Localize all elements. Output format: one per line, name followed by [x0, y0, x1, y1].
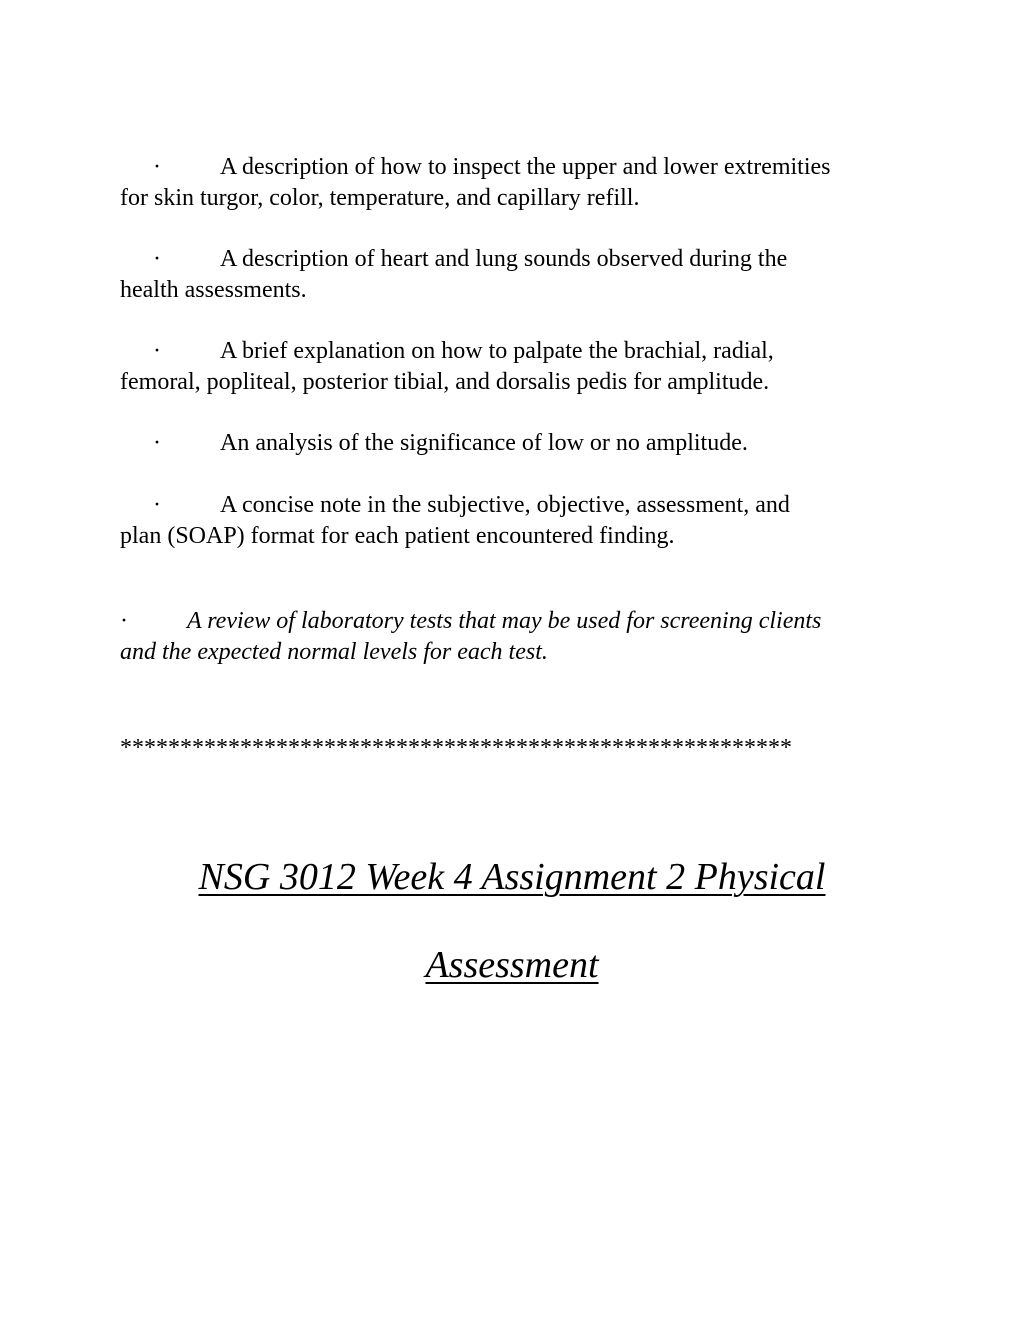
title-text: NSG 3012 Week 4 Assignment 2 Physical	[198, 856, 826, 898]
bullet-text: An analysis of the significance of low or no amplitude.	[220, 430, 748, 456]
document-title-line-1	[0, 852, 1024, 902]
document-title-line-2	[0, 940, 1024, 990]
bullet-marker: ·	[153, 430, 161, 456]
bullet-item-soap	[120, 490, 920, 552]
bullet-line-2: health assessments.	[120, 277, 307, 303]
bullet-text: A brief explanation on how to palpate the brachial, radial,	[220, 338, 774, 364]
bullet-item-extremities	[120, 152, 920, 214]
bullet-line-1	[120, 336, 920, 367]
bullet-marker: ·	[153, 246, 161, 272]
bullet-line-1	[120, 244, 920, 275]
bullet-line-1	[120, 152, 920, 183]
bullet-line-2: for skin turgor, color, temperature, and capillary refill.	[120, 185, 640, 211]
asterisk-separator: ********************************************************	[120, 735, 792, 761]
bullet-line-2: femoral, popliteal, posterior tibial, and dorsalis pedis for amplitude.	[120, 369, 770, 395]
bullet-line-2: plan (SOAP) format for each patient encountered finding.	[120, 523, 675, 549]
bullet-line-1	[120, 428, 920, 459]
bullet-text: A description of how to inspect the upper and lower extremities	[220, 154, 831, 180]
bullet-text: A review of laboratory tests that may be used for screening clients	[187, 608, 822, 634]
bullet-line-1	[120, 606, 920, 637]
bullet-item-lab-tests	[120, 606, 920, 668]
title-text: Assessment	[425, 944, 599, 986]
bullet-line-1	[120, 490, 920, 521]
bullet-marker: ·	[120, 608, 128, 634]
bullet-marker: ·	[153, 154, 161, 180]
bullet-text: A concise note in the subjective, objective, assessment, and	[220, 492, 790, 518]
bullet-text: A description of heart and lung sounds observed during the	[220, 246, 788, 272]
bullet-marker: ·	[153, 492, 161, 518]
bullet-line-2: and the expected normal levels for each test.	[120, 639, 548, 665]
bullet-item-amplitude	[120, 428, 920, 459]
bullet-item-palpate	[120, 336, 920, 398]
bullet-marker: ·	[153, 338, 161, 364]
bullet-item-heart-lung	[120, 244, 920, 306]
